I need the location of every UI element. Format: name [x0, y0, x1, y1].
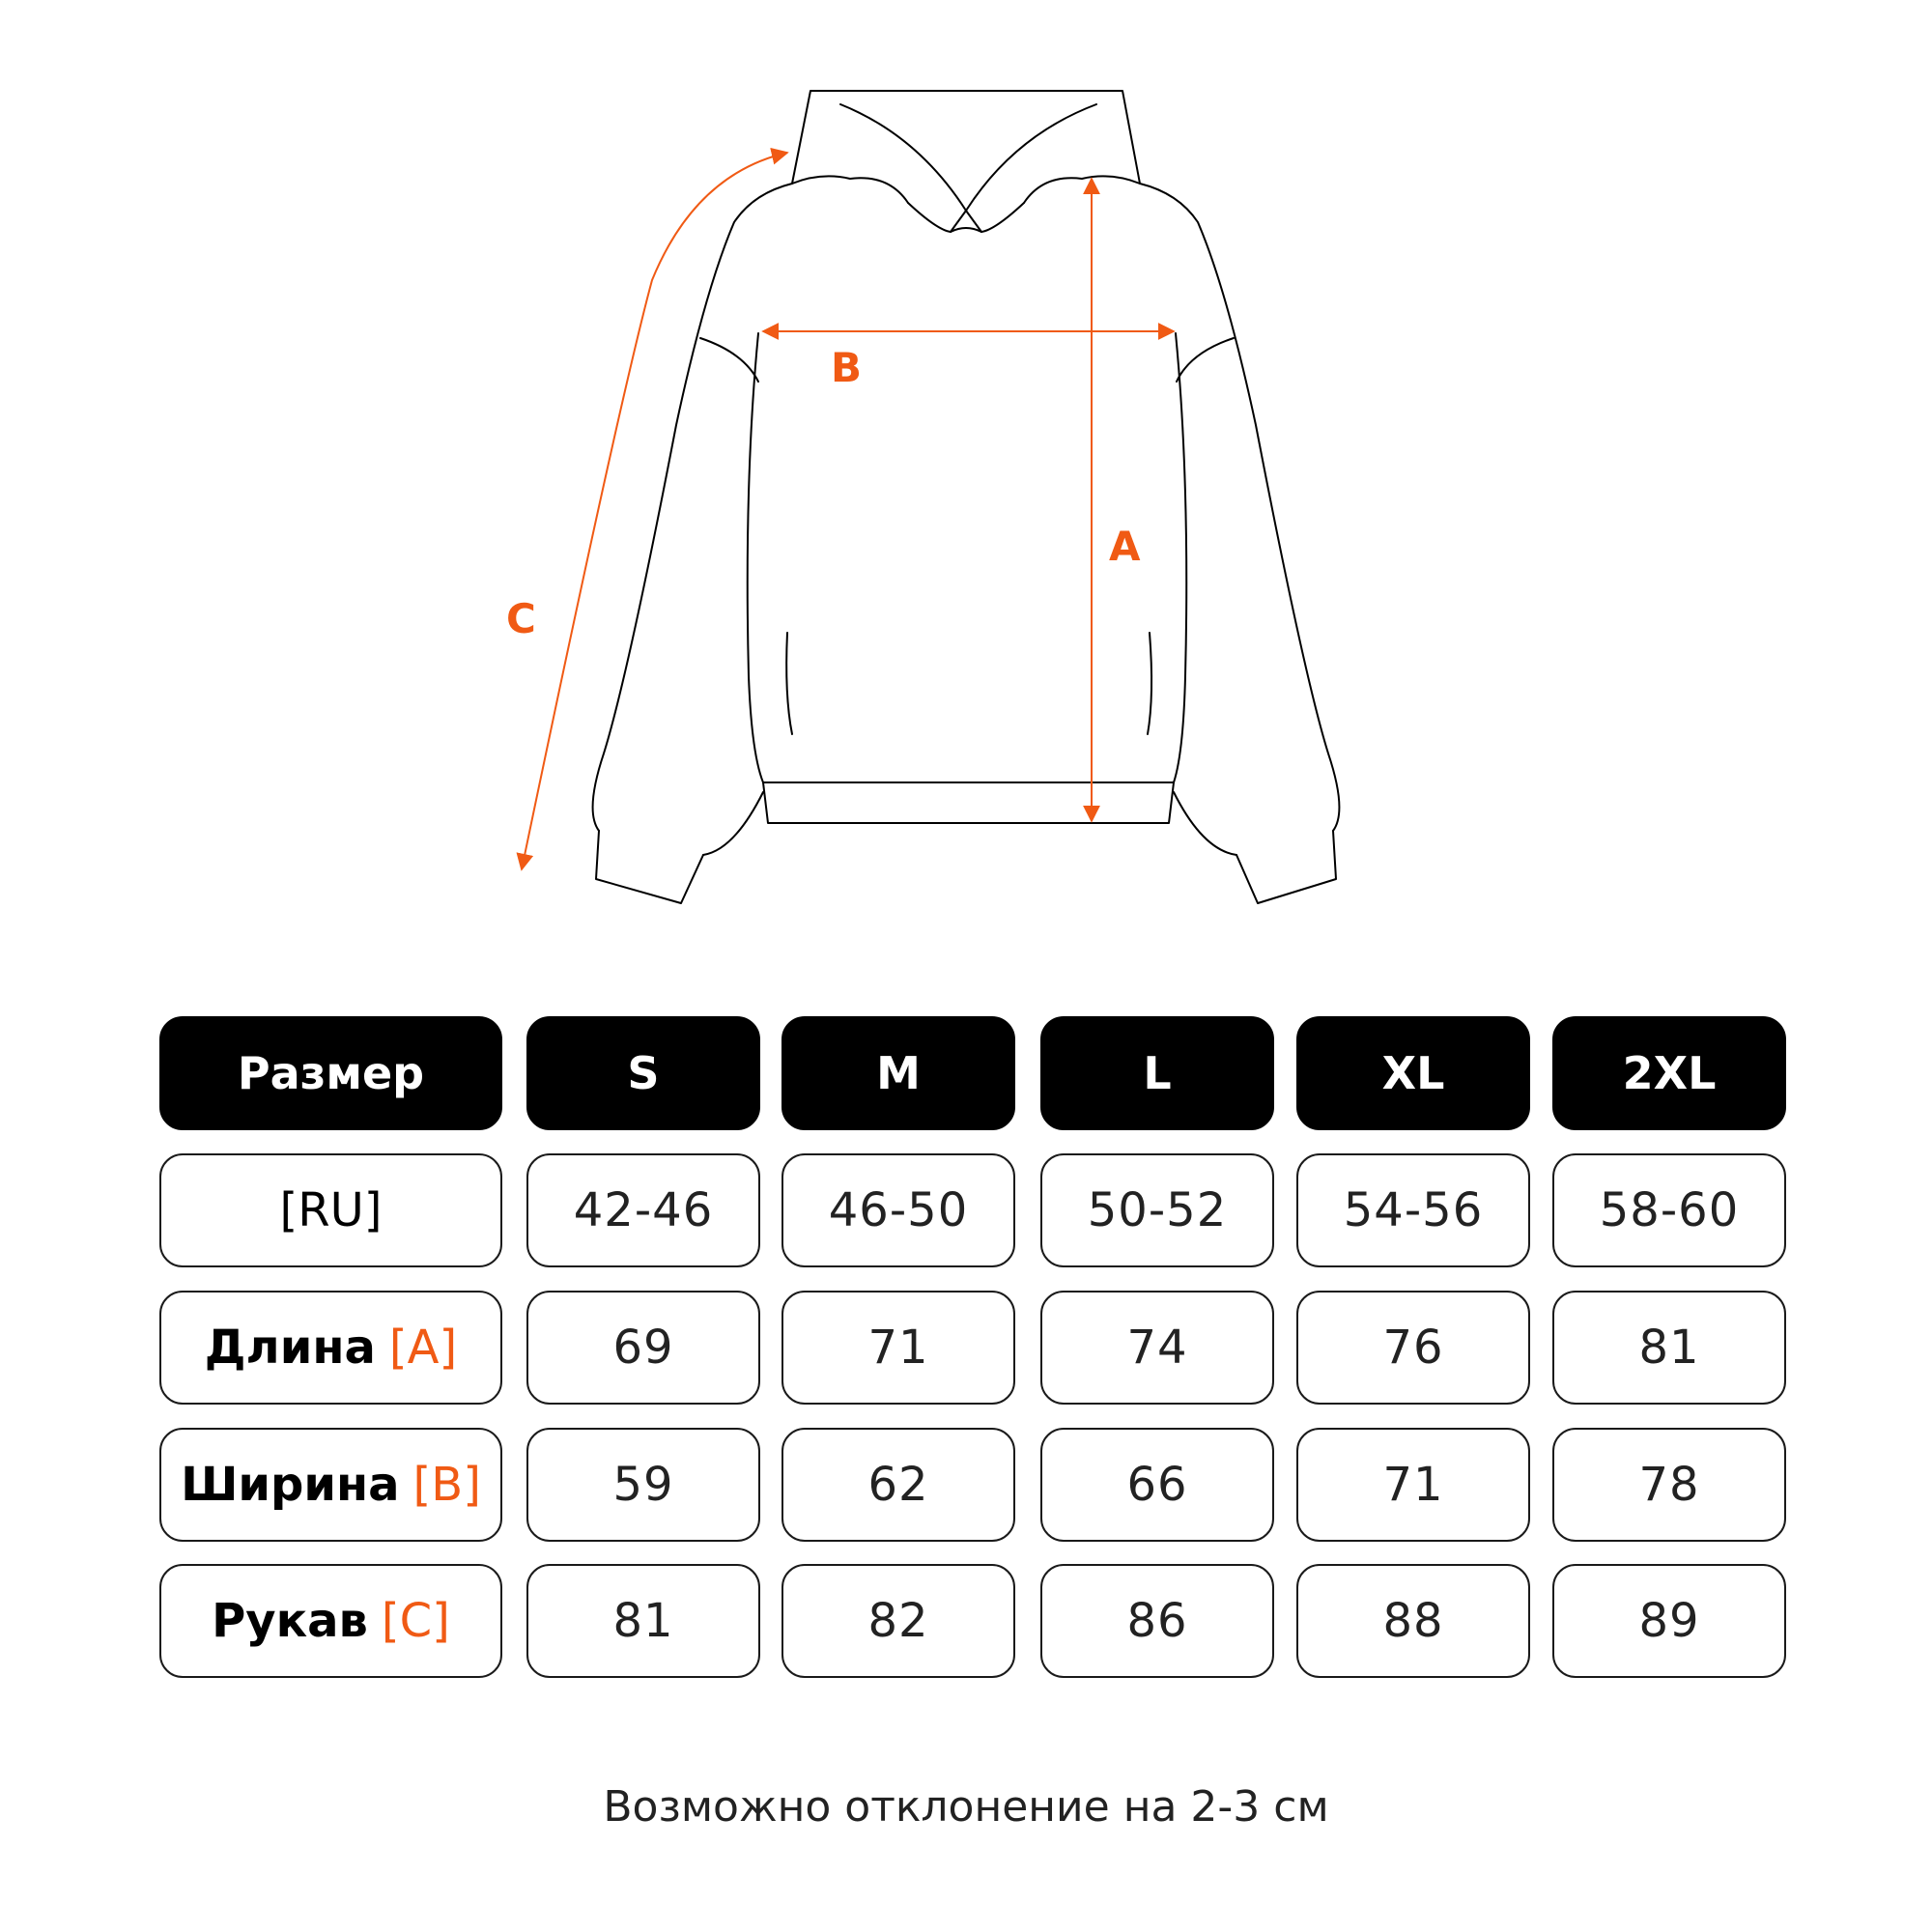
- row-label: [159, 1153, 502, 1267]
- table-cell: 69: [526, 1291, 760, 1405]
- table-cell: 74: [1040, 1291, 1274, 1405]
- table-cell: 50-52: [1040, 1153, 1274, 1267]
- row-label: [159, 1564, 502, 1678]
- table-cell: 46-50: [781, 1153, 1015, 1267]
- row-label-marker: [C]: [381, 1594, 450, 1648]
- table-cell: 62: [781, 1428, 1015, 1542]
- row-label-text: Длина: [204, 1321, 376, 1375]
- table-cell: 82: [781, 1564, 1015, 1678]
- row-label-text: [RU]: [279, 1183, 383, 1237]
- header-size: Размер: [159, 1016, 502, 1130]
- hoodie-diagram: [0, 0, 1932, 927]
- header-size-2xl: 2XL: [1552, 1016, 1786, 1130]
- row-label: [159, 1291, 502, 1405]
- deviation-note: Возможно отклонение на 2-3 см: [603, 1782, 1329, 1832]
- row-label-marker: [B]: [412, 1458, 481, 1512]
- table-cell: 88: [1296, 1564, 1530, 1678]
- table-cell: 54-56: [1296, 1153, 1530, 1267]
- table-cell: 86: [1040, 1564, 1274, 1678]
- header-size-xl: XL: [1296, 1016, 1530, 1130]
- header-size-s: S: [526, 1016, 760, 1130]
- table-cell: 58-60: [1552, 1153, 1786, 1267]
- table-cell: 81: [526, 1564, 760, 1678]
- table-cell: 71: [1296, 1428, 1530, 1542]
- table-cell: 42-46: [526, 1153, 760, 1267]
- table-cell: 81: [1552, 1291, 1786, 1405]
- row-label-marker: [A]: [388, 1321, 458, 1375]
- row-label-text: Рукав: [212, 1594, 368, 1648]
- table-cell: 59: [526, 1428, 760, 1542]
- label-c: C: [506, 595, 536, 642]
- header-size-m: M: [781, 1016, 1015, 1130]
- table-cell: 66: [1040, 1428, 1274, 1542]
- label-b: B: [831, 344, 863, 391]
- hoodie-outline: [593, 91, 1340, 903]
- table-cell: 78: [1552, 1428, 1786, 1542]
- table-cell: 71: [781, 1291, 1015, 1405]
- header-size-l: L: [1040, 1016, 1274, 1130]
- row-label: [159, 1428, 502, 1542]
- measurement-lines: [522, 153, 1174, 869]
- table-cell: 89: [1552, 1564, 1786, 1678]
- table-cell: 76: [1296, 1291, 1530, 1405]
- row-label-text: Ширина: [181, 1458, 400, 1512]
- label-a: A: [1109, 523, 1141, 570]
